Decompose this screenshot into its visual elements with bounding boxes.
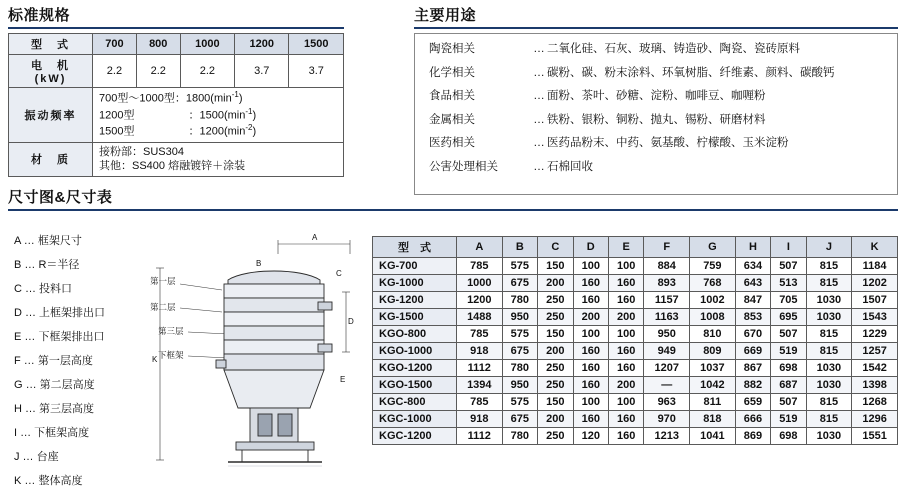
- cell-g: 809: [690, 343, 736, 360]
- spec-frequency-sup-1: -1: [231, 90, 239, 99]
- cell-h: 643: [735, 275, 770, 292]
- drawing-label-layer2: 第二层: [150, 302, 176, 312]
- cell-j: 1030: [806, 377, 852, 394]
- spec-header-1500: 1500: [289, 34, 344, 55]
- cell-f: 884: [644, 258, 690, 275]
- cell-e: 160: [608, 275, 643, 292]
- cell-model: KGO-1000: [373, 343, 457, 360]
- spec-header-800: 800: [136, 34, 180, 55]
- main-usage-section: [414, 4, 898, 195]
- usage-value: 铁粉、银粉、铜粉、抛丸、锡粉、研磨材料: [547, 113, 766, 126]
- cell-a: 1000: [457, 275, 503, 292]
- dim-col-b: B: [502, 237, 537, 258]
- cell-model: KGO-1200: [373, 360, 457, 377]
- legend-item-h: H … 第三层高度: [14, 403, 95, 415]
- dim-col-c: C: [538, 237, 573, 258]
- cell-g: 1037: [690, 360, 736, 377]
- cell-i: 698: [771, 428, 806, 445]
- usage-separator: …: [533, 160, 545, 173]
- spec-frequency-row: [9, 88, 344, 143]
- spec-motor-700: 2.2: [93, 55, 137, 88]
- cell-c: 200: [538, 343, 573, 360]
- cell-h: 666: [735, 411, 770, 428]
- spec-material-label: 材 质: [9, 142, 93, 177]
- cell-c: 150: [538, 326, 573, 343]
- usage-separator: …: [533, 113, 545, 126]
- cell-b: 780: [502, 292, 537, 309]
- cell-g: 1042: [690, 377, 736, 394]
- cell-e: 160: [608, 343, 643, 360]
- drawing-label-layer1: 第一层: [150, 276, 176, 286]
- spec-header-1000: 1000: [180, 34, 234, 55]
- legend-item-i: I … 下框架高度: [14, 427, 90, 439]
- cell-a: 1394: [457, 377, 503, 394]
- spec-motor-row: [9, 55, 344, 88]
- cell-a: 1112: [457, 360, 503, 377]
- cell-k: 1229: [852, 326, 898, 343]
- cell-e: 160: [608, 411, 643, 428]
- dim-col-a: A: [457, 237, 503, 258]
- spec-header-model: 型 式: [9, 34, 93, 55]
- cell-d: 100: [573, 326, 608, 343]
- spec-header-1200: 1200: [235, 34, 289, 55]
- cell-g: 811: [690, 394, 736, 411]
- cell-g: 1041: [690, 428, 736, 445]
- cell-model: KGC-1000: [373, 411, 457, 428]
- spec-frequency-label: 振动频率: [9, 88, 93, 143]
- legend-item-k: K … 整体高度: [14, 475, 83, 487]
- table-row: [373, 292, 898, 309]
- cell-i: 519: [771, 343, 806, 360]
- spec-motor-label-line1: 电 机: [31, 60, 70, 72]
- usage-section-title: 主要用途: [414, 7, 477, 24]
- cell-e: 200: [608, 377, 643, 394]
- cell-a: 785: [457, 258, 503, 275]
- drawing-label-c: C: [336, 269, 342, 278]
- cell-k: 1551: [852, 428, 898, 445]
- dim-col-e: E: [608, 237, 643, 258]
- spec-frequency-line-1-val: ：1800(min: [174, 92, 232, 105]
- cell-b: 950: [502, 377, 537, 394]
- cell-f: 950: [644, 326, 690, 343]
- cell-g: 759: [690, 258, 736, 275]
- cell-f: 1163: [644, 309, 690, 326]
- cell-c: 200: [538, 275, 573, 292]
- spec-frequency-line-2-pre: 1200型: [99, 109, 135, 122]
- dim-col-j: J: [806, 237, 852, 258]
- usage-value: 二氧化硅、石灰、玻璃、铸造砂、陶瓷、瓷砖原料: [547, 43, 800, 55]
- cell-a: 1200: [457, 292, 503, 309]
- cell-e: 200: [608, 309, 643, 326]
- drawing-label-d: D: [348, 317, 354, 326]
- table-row: [373, 275, 898, 292]
- cell-b: 675: [502, 411, 537, 428]
- cell-i: 698: [771, 360, 806, 377]
- cell-j: 1030: [806, 292, 852, 309]
- table-row: [373, 258, 898, 275]
- cell-i: 705: [771, 292, 806, 309]
- usage-separator: …: [533, 90, 545, 102]
- spec-frequency-line-3: [99, 123, 340, 140]
- cell-k: 1398: [852, 377, 898, 394]
- dim-col-d: D: [573, 237, 608, 258]
- usage-item: [429, 138, 887, 150]
- cell-f: 1213: [644, 428, 690, 445]
- cell-model: KG-1000: [373, 275, 457, 292]
- cell-i: 507: [771, 326, 806, 343]
- dim-col-k: K: [852, 237, 898, 258]
- dimension-table: [372, 236, 898, 445]
- cell-a: 1112: [457, 428, 503, 445]
- table-row: [373, 377, 898, 394]
- dimension-legend: [14, 236, 154, 500]
- legend-item-g: G … 第二层高度: [14, 379, 95, 391]
- dim-col-h: H: [735, 237, 770, 258]
- cell-j: 815: [806, 343, 852, 360]
- cell-i: 687: [771, 377, 806, 394]
- usage-value: 面粉、茶叶、砂糖、淀粉、咖啡豆、咖喱粉: [547, 90, 766, 102]
- cell-b: 675: [502, 275, 537, 292]
- cell-g: 1002: [690, 292, 736, 309]
- cell-i: 507: [771, 258, 806, 275]
- cell-h: 847: [735, 292, 770, 309]
- cell-h: 869: [735, 428, 770, 445]
- cell-e: 100: [608, 258, 643, 275]
- spec-frequency-line-3-val: ：1200(min: [188, 125, 246, 138]
- dim-col-f: F: [644, 237, 690, 258]
- spec-motor-label: [9, 55, 93, 88]
- drawing-label-e: E: [340, 375, 346, 384]
- table-row: [373, 326, 898, 343]
- cell-e: 100: [608, 394, 643, 411]
- spec-frequency-sup-2: -1: [245, 106, 253, 116]
- dimension-table-wrapper: [372, 236, 898, 445]
- standard-spec-section: [8, 4, 344, 177]
- usage-item: [429, 44, 887, 56]
- spec-frequency-line-3-pre: 1500型: [99, 125, 135, 138]
- cell-h: 634: [735, 258, 770, 275]
- spec-material-line-2: 其他：SS400 熔融镀锌＋涂装: [99, 160, 246, 173]
- usage-value: 碳粉、碳、粉末涂料、环氧树脂、纤维素、颜料、碳酸钙: [547, 66, 835, 79]
- dim-col-g: G: [690, 237, 736, 258]
- spec-frequency-values: [93, 88, 344, 143]
- cell-d: 160: [573, 343, 608, 360]
- usage-category: 医药相关: [429, 137, 475, 149]
- cell-j: 1030: [806, 360, 852, 377]
- cell-d: 200: [573, 309, 608, 326]
- dimension-section-title: 尺寸图&尺寸表: [8, 189, 113, 206]
- spec-frequency-line-2: [99, 107, 340, 124]
- legend-item-a: A … 框架尺寸: [14, 235, 82, 247]
- cell-h: 659: [735, 394, 770, 411]
- cell-e: 160: [608, 360, 643, 377]
- spec-frequency-close-2: ): [252, 109, 257, 122]
- cell-i: 513: [771, 275, 806, 292]
- cell-j: 815: [806, 411, 852, 428]
- usage-separator: …: [533, 137, 545, 149]
- cell-c: 250: [538, 309, 573, 326]
- spec-frequency-line-1: [99, 90, 340, 107]
- legend-item-j: J … 台座: [14, 451, 59, 463]
- cell-h: 853: [735, 309, 770, 326]
- cell-j: 1030: [806, 309, 852, 326]
- cell-a: 785: [457, 326, 503, 343]
- cell-h: 669: [735, 343, 770, 360]
- spec-motor-1500: 3.7: [289, 55, 344, 88]
- spec-frequency-close-1: ): [238, 92, 243, 105]
- cell-model: KGO-800: [373, 326, 457, 343]
- cell-k: 1542: [852, 360, 898, 377]
- dim-col-i: I: [771, 237, 806, 258]
- cell-model: KGO-1500: [373, 377, 457, 394]
- spec-material-values: [93, 142, 344, 177]
- cell-h: 882: [735, 377, 770, 394]
- usage-category: 公害处理相关: [429, 160, 498, 173]
- drawing-label-layer3: 第三层: [158, 326, 184, 336]
- cell-j: 1030: [806, 428, 852, 445]
- spec-title-rule: [8, 27, 344, 29]
- usage-separator: …: [533, 66, 545, 79]
- cell-d: 120: [573, 428, 608, 445]
- dimension-section-header: [8, 186, 898, 211]
- dimension-title-rule: [8, 209, 898, 211]
- cell-e: 100: [608, 326, 643, 343]
- usage-category: 食品相关: [429, 90, 475, 102]
- cell-f: 963: [644, 394, 690, 411]
- cell-f: 1207: [644, 360, 690, 377]
- cell-h: 670: [735, 326, 770, 343]
- table-row: [373, 360, 898, 377]
- cell-i: 519: [771, 411, 806, 428]
- legend-item-f: F … 第一层高度: [14, 355, 93, 367]
- cell-f: 893: [644, 275, 690, 292]
- cell-c: 250: [538, 428, 573, 445]
- table-row: [373, 394, 898, 411]
- usage-category: 金属相关: [429, 113, 475, 126]
- cell-d: 100: [573, 258, 608, 275]
- usage-item: [429, 68, 887, 80]
- cell-c: 250: [538, 360, 573, 377]
- spec-frequency-line-2-val: ：1500(min: [188, 109, 246, 122]
- spec-motor-label-line2: (kW): [34, 73, 67, 85]
- spec-frequency-sup-3: -2: [245, 123, 253, 132]
- cell-b: 575: [502, 394, 537, 411]
- cell-k: 1296: [852, 411, 898, 428]
- cell-j: 815: [806, 394, 852, 411]
- spec-motor-1200: 3.7: [235, 55, 289, 88]
- cell-d: 100: [573, 394, 608, 411]
- cell-model: KG-700: [373, 258, 457, 275]
- cell-model: KGC-800: [373, 394, 457, 411]
- spec-section-title: 标准规格: [8, 7, 71, 24]
- usage-item: [429, 91, 887, 103]
- cell-k: 1184: [852, 258, 898, 275]
- cell-a: 1488: [457, 309, 503, 326]
- cell-f: 1157: [644, 292, 690, 309]
- drawing-svg: [150, 232, 360, 470]
- spec-motor-1000: 2.2: [180, 55, 234, 88]
- cell-g: 1008: [690, 309, 736, 326]
- cell-b: 575: [502, 326, 537, 343]
- usage-item: [429, 115, 887, 127]
- sifter-dimension-drawing: [150, 232, 360, 470]
- cell-b: 780: [502, 360, 537, 377]
- usage-category: 化学相关: [429, 66, 475, 79]
- cell-f: —: [644, 377, 690, 394]
- cell-i: 507: [771, 394, 806, 411]
- cell-k: 1268: [852, 394, 898, 411]
- usage-title-rule: [414, 27, 898, 29]
- cell-k: 1507: [852, 292, 898, 309]
- cell-c: 250: [538, 377, 573, 394]
- cell-model: KG-1500: [373, 309, 457, 326]
- cell-model: KG-1200: [373, 292, 457, 309]
- cell-e: 160: [608, 428, 643, 445]
- spec-material-row: [9, 142, 344, 177]
- drawing-label-k: K: [152, 355, 158, 364]
- table-row: [373, 309, 898, 326]
- cell-e: 160: [608, 292, 643, 309]
- usage-list: [414, 33, 898, 195]
- cell-a: 918: [457, 411, 503, 428]
- usage-value: 石棉回收: [547, 160, 593, 173]
- cell-d: 160: [573, 275, 608, 292]
- spec-header-row: [9, 34, 344, 55]
- legend-item-d: D … 上框架排出口: [14, 307, 106, 319]
- usage-separator: …: [533, 43, 545, 55]
- cell-k: 1202: [852, 275, 898, 292]
- cell-f: 970: [644, 411, 690, 428]
- legend-item-b: B … R＝半径: [14, 259, 80, 271]
- cell-k: 1257: [852, 343, 898, 360]
- cell-h: 867: [735, 360, 770, 377]
- table-row: [373, 343, 898, 360]
- cell-g: 768: [690, 275, 736, 292]
- cell-c: 150: [538, 258, 573, 275]
- cell-d: 160: [573, 360, 608, 377]
- cell-b: 950: [502, 309, 537, 326]
- cell-j: 815: [806, 258, 852, 275]
- cell-d: 160: [573, 292, 608, 309]
- cell-b: 780: [502, 428, 537, 445]
- cell-a: 785: [457, 394, 503, 411]
- cell-j: 815: [806, 326, 852, 343]
- spec-material-line-1: 接粉部：SUS304: [99, 145, 184, 158]
- legend-item-e: E … 下框架排出口: [14, 331, 105, 343]
- cell-d: 160: [573, 377, 608, 394]
- cell-a: 918: [457, 343, 503, 360]
- cell-k: 1543: [852, 309, 898, 326]
- cell-j: 815: [806, 275, 852, 292]
- drawing-label-lower-frame: 下框架: [158, 350, 184, 360]
- drawing-label-a: A: [312, 233, 318, 242]
- table-row: [373, 411, 898, 428]
- cell-i: 695: [771, 309, 806, 326]
- cell-g: 810: [690, 326, 736, 343]
- dimension-table-header-row: [373, 237, 898, 258]
- spec-frequency-line-1-pre: 700型～1000型: [99, 92, 175, 105]
- legend-item-c: C … 投料口: [14, 283, 73, 295]
- spec-motor-800: 2.2: [136, 55, 180, 88]
- drawing-label-b: B: [256, 259, 262, 268]
- cell-c: 250: [538, 292, 573, 309]
- usage-category: 陶瓷相关: [429, 43, 475, 55]
- usage-item: [429, 162, 887, 174]
- dim-col-model: 型 式: [373, 237, 457, 258]
- cell-f: 949: [644, 343, 690, 360]
- cell-g: 818: [690, 411, 736, 428]
- spec-frequency-close-3: ): [252, 125, 257, 138]
- usage-value: 医药品粉末、中药、氨基酸、柠檬酸、玉米淀粉: [547, 137, 789, 149]
- cell-b: 675: [502, 343, 537, 360]
- cell-model: KGC-1200: [373, 428, 457, 445]
- spec-header-700: 700: [93, 34, 137, 55]
- cell-b: 575: [502, 258, 537, 275]
- cell-d: 160: [573, 411, 608, 428]
- spec-table: [8, 33, 344, 177]
- table-row: [373, 428, 898, 445]
- cell-c: 200: [538, 411, 573, 428]
- cell-c: 150: [538, 394, 573, 411]
